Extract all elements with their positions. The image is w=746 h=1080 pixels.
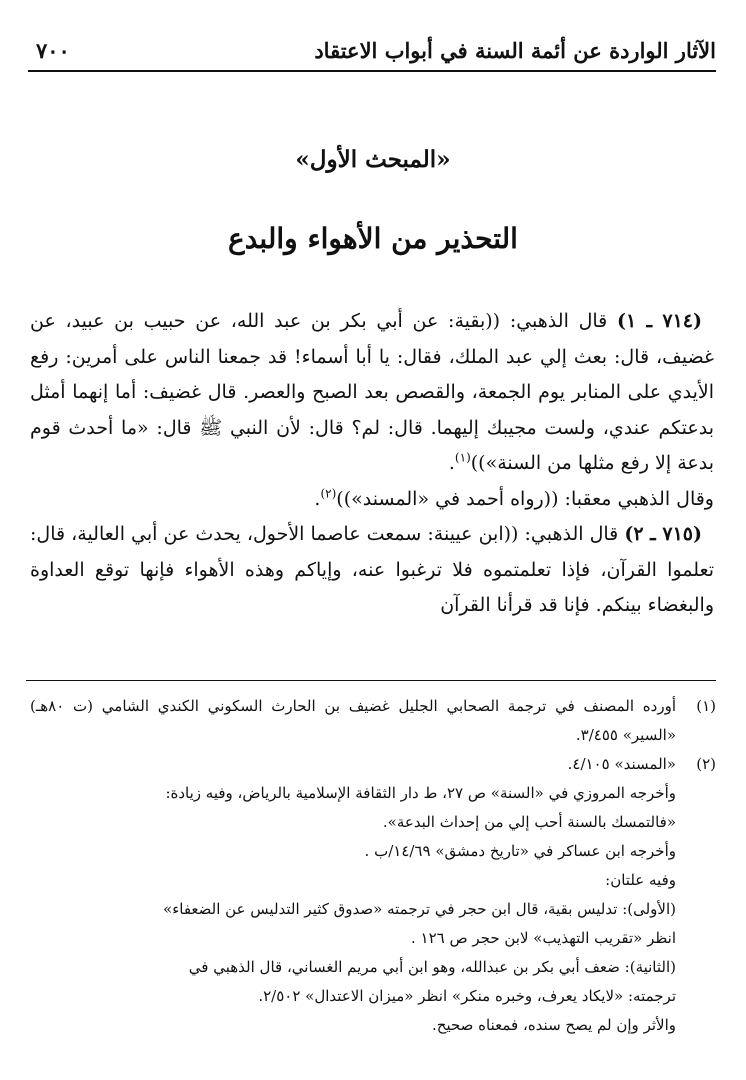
- footnote-ref-1[interactable]: (١): [454, 450, 471, 465]
- footnote-2-body: [30, 750, 676, 1040]
- footnote-2-line: وأخرجه ابن عساكر في «تاريخ دمشق» ١٤/٦٩/ب .: [364, 842, 676, 860]
- footnote-2-mark: (٢): [696, 755, 716, 773]
- footnote-2-line: وفيه علتان:: [605, 871, 676, 889]
- section-title: التحذير من الأهواء والبدع: [228, 222, 518, 255]
- footnote-1-mark: (١): [696, 697, 716, 715]
- footnotes: [30, 692, 716, 1040]
- footnote-2-line: وأخرجه المروزي في «السنة» ص ٢٧، ط دار الثقافة الإسلامية بالرياض، وفيه زيادة:: [165, 784, 676, 802]
- footnote-ref-2[interactable]: (٢): [320, 486, 337, 501]
- footnote-2-line: ترجمته: «لايكاد يعرف، وخبره منكر» انظر «ميزان الاعتدال» ٢/٥٠٢.: [258, 987, 676, 1005]
- footnote-1: [30, 692, 716, 750]
- athar-number-714: (٧١٤ ـ ١): [616, 310, 702, 332]
- main-text: [30, 304, 714, 624]
- paragraph-715-text: قال الذهبي: ((ابن عيينة: سمعت عاصما الأحول، يحدث عن أبي العالية، قال: تعلموا القرآن، فإذا تعلمتموه فلا ترغبوا عنه، وإياكم وهذه الأهواء فإنها توقع العداوة والبغضاء بينكم. فإنا قد قرأنا القرآن: [30, 523, 714, 616]
- footnote-1-text: أورده المصنف في ترجمة الصحابي الجليل غضيف بن الحارث السكوني الكندي الشامي (ت ٨٠هـ) «السير» ٣/٤٥٥.: [30, 697, 676, 744]
- paragraph-714: (٧١٤ ـ ١) قال الذهبي: ((بقية: عن أبي بكر بن عبد الله، عن حبيب بن عبيد، عن غضيف، قال: بعث إلي عبد الملك، فقال: يا أبا أسماء! قد جمعنا الناس على أمرين: رفع الأيدي على المنابر يوم الجمعة، والقصص بعد الصبح والعصر. قال غضيف: أما إنهما أمثل بدعتكم عندي، ولست مجيبك إليهما. قال: لم؟ قال: لأن النبي ﷺ قال: «ما أحدث قوم بدعة إلا رفع مثلها من السنة»))$^{(١)}$.: [30, 310, 714, 474]
- running-title: الآثار الواردة عن أئمة السنة في أبواب الاعتقاد: [314, 37, 716, 63]
- paragraph-commentary-text: وقال الذهبي معقبا: ((رواه أحمد في «المسند»)): [336, 487, 714, 510]
- section-label: «المبحث الأول»: [295, 146, 451, 173]
- paragraph-714-text: قال الذهبي: ((بقية: عن أبي بكر بن عبد الله، عن حبيب بن عبيد، عن غضيف، قال: بعث إلي عبد الملك، فقال: يا أبا أسماء! قد جمعنا الناس على أمرين: رفع الأيدي على المنابر يوم الجمعة، والقصص بعد الصبح والعصر. قال غضيف: أما إنهما أمثل بدعتكم عندي، ولست مجيبك إليهما. قال: لم؟ قال: لأن النبي ﷺ قال: «ما أحدث قوم بدعة إلا رفع مثلها من السنة»)): [30, 310, 714, 474]
- footnote-2-line: انظر «تقريب التهذيب» لابن حجر ص ١٢٦ .: [410, 929, 676, 947]
- footnote-2-line: (الثانية): ضعف أبي بكر بن عبدالله، وهو ابن أبي مريم الغساني، قال الذهبي في: [188, 958, 676, 976]
- footnote-2-line: (الأولى): تدليس بقية، قال ابن حجر في ترجمته «صدوق كثير التدليس عن الضعفاء»: [163, 900, 676, 918]
- running-header: [28, 30, 716, 72]
- athar-number-715: (٧١٥ ـ ٢): [624, 523, 703, 545]
- paragraph-commentary: وقال الذهبي معقبا: ((رواه أحمد في «المسند»))$^{(٢)}$.: [314, 486, 714, 510]
- footnote-2: [30, 750, 716, 1040]
- footnote-separator: [26, 680, 716, 681]
- page-number: ٧٠٠: [36, 37, 70, 63]
- footnote-2-line: «المسند» ٤/١٠٥.: [567, 755, 676, 773]
- footnote-2-line: «فالتمسك بالسنة أحب إلي من إحداث البدعة».: [382, 813, 676, 831]
- footnote-2-line: والأثر وإن لم يصح سنده، فمعناه صحيح.: [432, 1016, 676, 1034]
- paragraph-715: [30, 517, 714, 624]
